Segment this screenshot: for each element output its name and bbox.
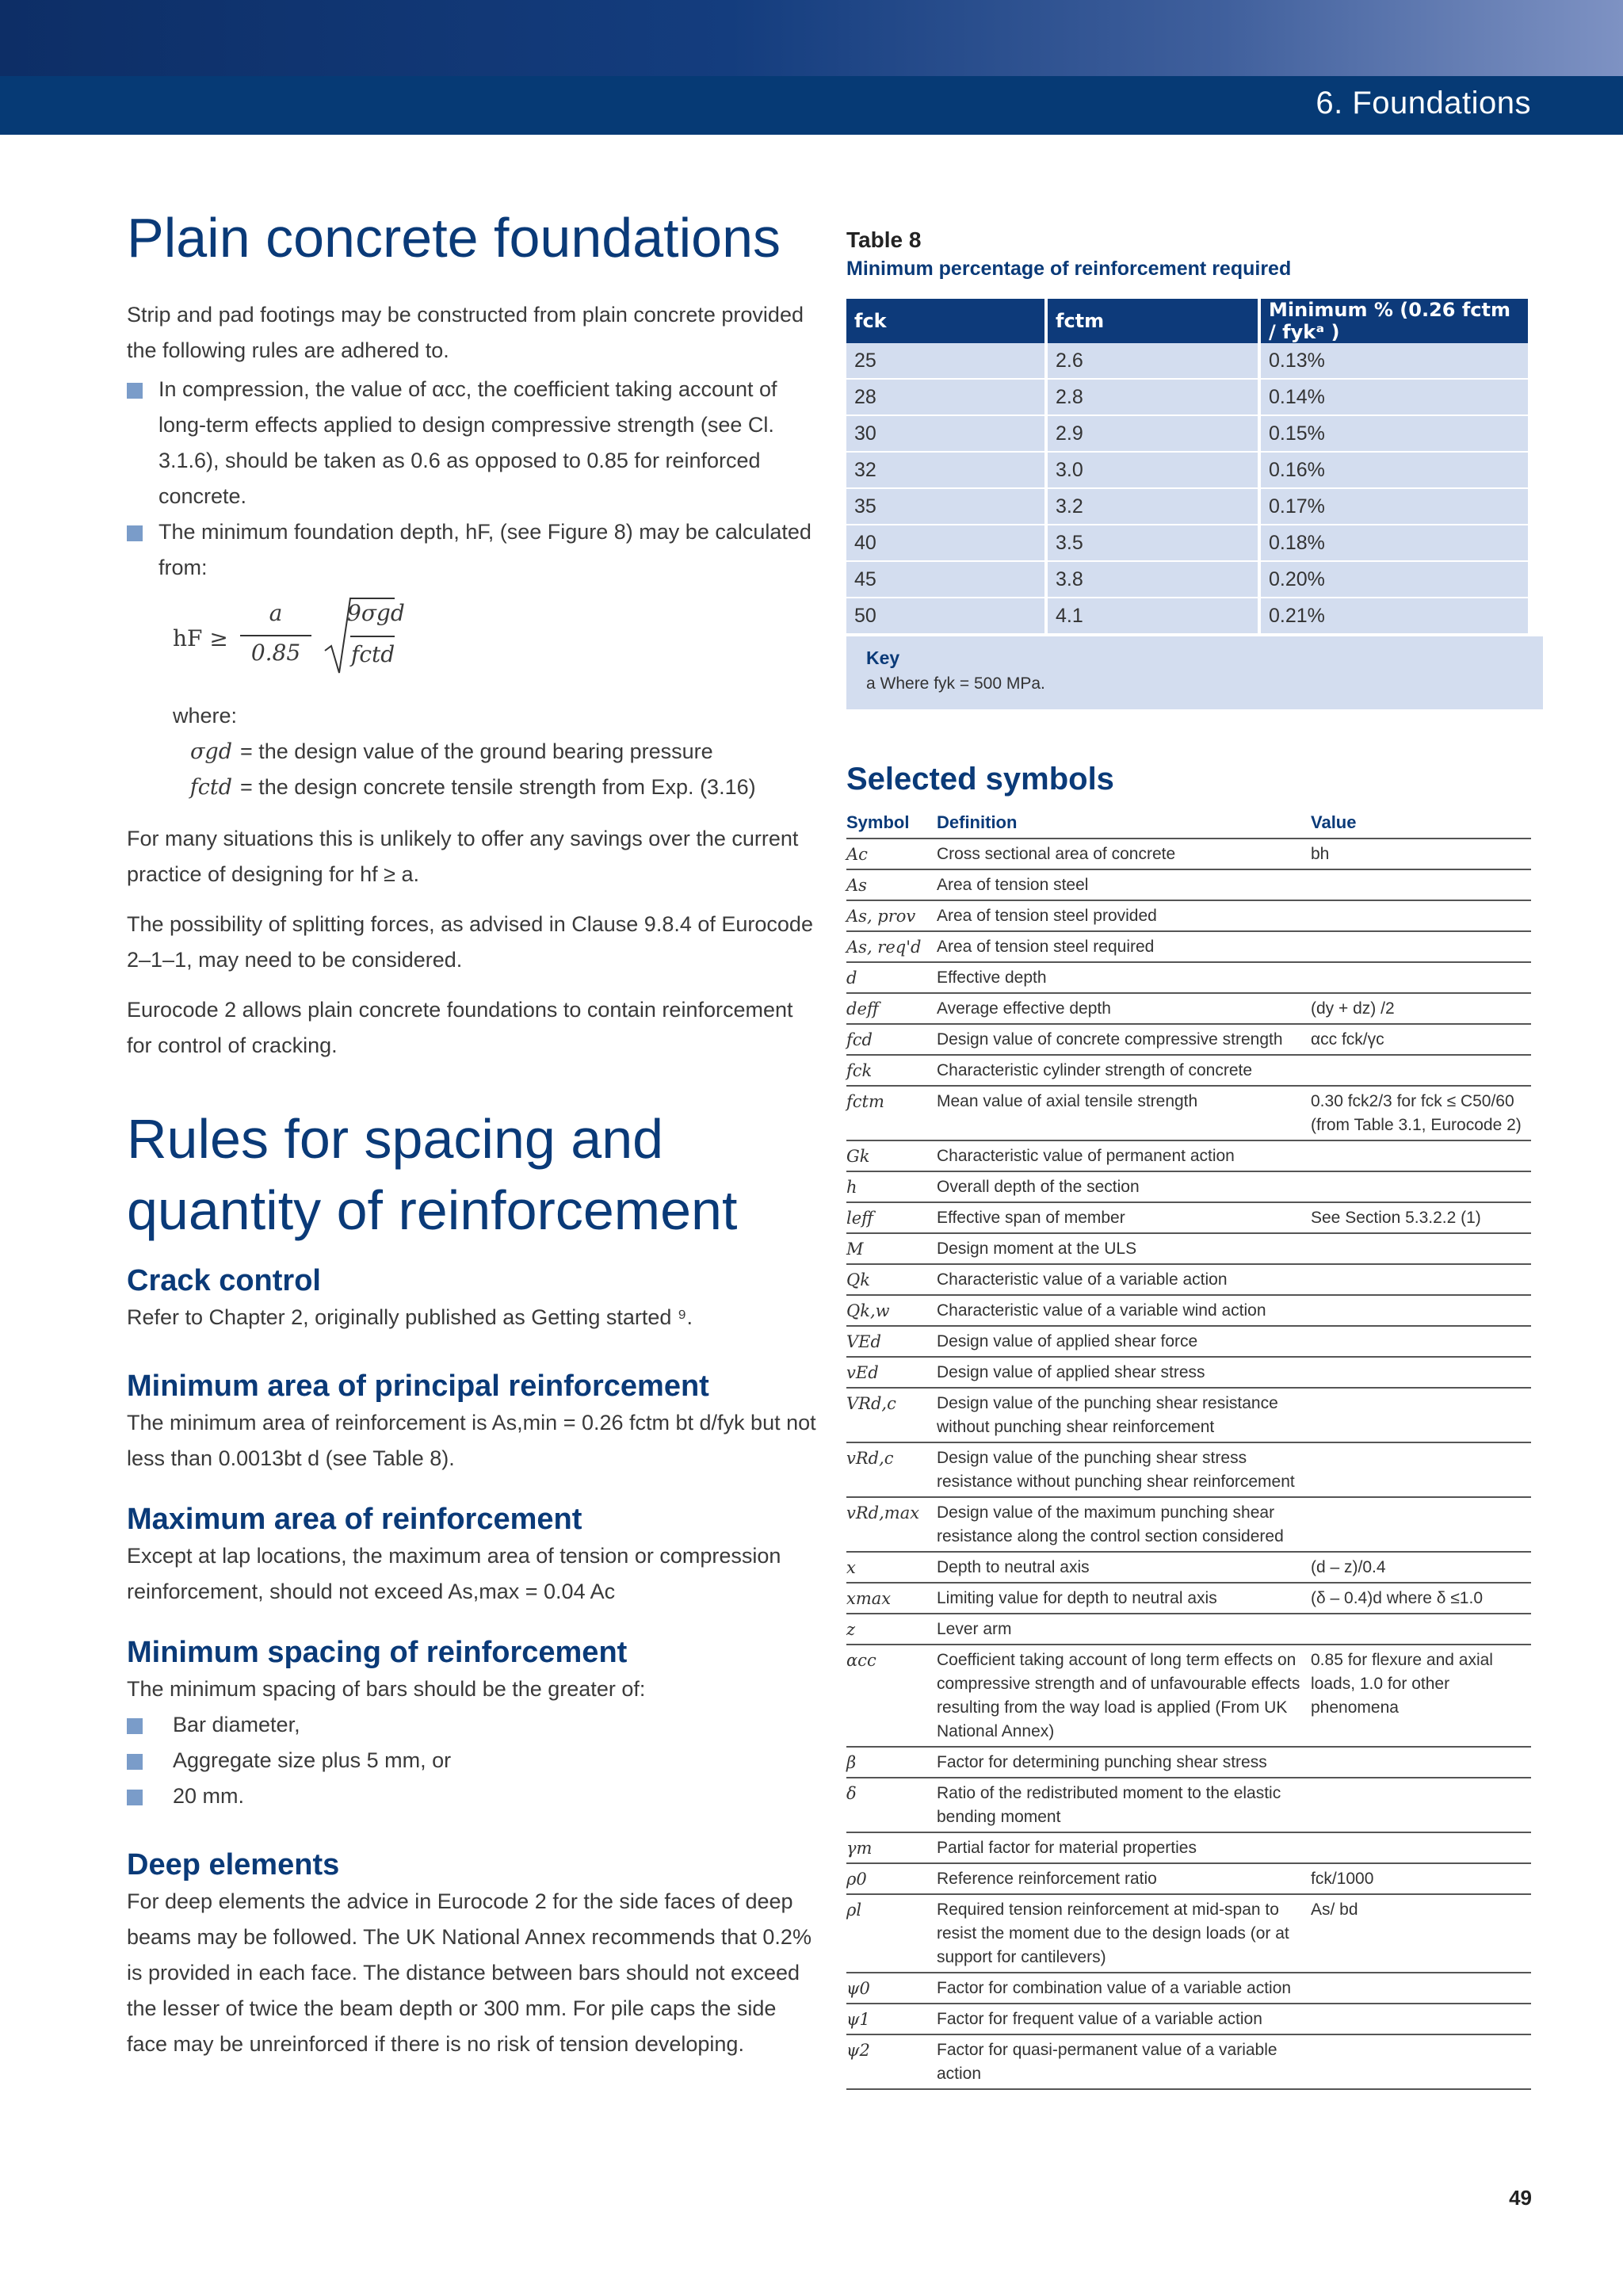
symbols-title: Selected symbols [846,762,1114,797]
symbols-row-cell: VEd [846,1326,937,1357]
table8-row-cell: 2.9 [1048,416,1261,453]
minspacing-bullet: Bar diameter, [127,1707,816,1743]
symbols-row-cell: fcd [846,1024,937,1055]
where-text: = the design concrete tensile strength from Exp. (3.16) [240,775,756,799]
symbols-row-cell: Limiting value for depth to neutral axis [937,1583,1311,1614]
symbols-row-cell: Effective depth [937,962,1311,993]
symbols-row-cell: Factor for determining punching shear stress [937,1747,1311,1778]
symbols-row-cell [1311,1233,1531,1264]
symbols-row [846,1778,1531,1832]
table8-header: Minimum % (0.26 fctm / fykᵃ ) [1261,299,1531,343]
table8-row-cell: 28 [846,380,1048,416]
plain-para-1: For many situations this is unlikely to offer any savings over the current practice of designing for hf ≥ a. [127,827,799,886]
where-block [173,698,816,805]
table8-row-cell: 25 [846,343,1048,380]
symbols-row [846,1024,1531,1055]
table8-row [846,525,1531,562]
table8-row-cell: 0.21% [1261,598,1531,635]
table8-header: fctm [1048,299,1261,343]
symbols-row-cell: fck/1000 [1311,1863,1531,1894]
symbols-row-cell: d [846,962,937,993]
where-symbol: fctd [189,775,232,800]
symbols-body [846,839,1531,2089]
symbols-row-cell [1311,1264,1531,1295]
symbols-row [846,2004,1531,2034]
key-text: a Where fyk = 500 MPa. [866,674,1045,693]
symbols-row-cell: Coefficient taking account of long term effects on compressive strength and of unfavourable effects resulting from the way load is applied (From UK National Annex) [937,1645,1311,1747]
symbols-row-cell [1311,1388,1531,1442]
right-column [846,226,1531,2090]
symbols-row-cell: Qk,w [846,1295,937,1326]
symbols-row-cell: Lever arm [937,1614,1311,1645]
symbols-row [846,1497,1531,1552]
symbols-row-cell: Area of tension steel provided [937,900,1311,931]
plain-para-3: Eurocode 2 allows plain concrete foundations to contain reinforcement for control of cracking. [127,998,793,1057]
table8-key [846,636,1543,709]
plain-title: Plain concrete foundations [127,207,781,269]
table8-row-cell: 0.17% [1261,489,1531,525]
symbols-row-cell: Ac [846,839,937,869]
table8-row [846,562,1531,598]
table8-row-cell: 0.18% [1261,525,1531,562]
table8-row [846,380,1531,416]
symbols-row [846,1442,1531,1497]
symbols-row-cell: Overall depth of the section [937,1171,1311,1202]
minspacing-bullets [127,1707,816,1814]
symbols-row-cell [1311,1171,1531,1202]
left-column [127,202,816,2062]
table8-row-cell: 45 [846,562,1048,598]
table8-row [846,598,1531,635]
symbols-row-cell: Design value of applied shear force [937,1326,1311,1357]
table8-row-cell: 50 [846,598,1048,635]
symbols-row-cell: xmax [846,1583,937,1614]
symbols-row-cell: Design value of applied shear stress [937,1357,1311,1388]
plain-bullet: The minimum foundation depth, hF, (see Figure 8) may be calculated from: [127,514,816,586]
where-row [173,734,816,770]
symbols-row [846,839,1531,869]
minspacing-title: Minimum spacing of reinforcement [127,1636,628,1669]
minspacing-bullet: 20 mm. [127,1778,816,1814]
symbols-row [846,1202,1531,1233]
plain-intro: Strip and pad footings may be constructed from plain concrete provided the following rules are adhered to. [127,303,804,362]
symbols-row-cell: ψ0 [846,1973,937,2004]
symbols-row-cell [1311,869,1531,900]
symbols-row [846,1973,1531,2004]
table8-row-cell: 2.6 [1048,343,1261,380]
symbols-row-cell [1311,1832,1531,1863]
table8 [846,299,1531,635]
symbols-row-cell: As, prov [846,900,937,931]
symbols-row-cell: ψ1 [846,2004,937,2034]
symbols-row-cell [1311,1140,1531,1171]
symbols-row-cell: Characteristic value of permanent action [937,1140,1311,1171]
symbols-row [846,1552,1531,1583]
symbols-row-cell: fctm [846,1086,937,1140]
symbols-row [846,1614,1531,1645]
table8-row-cell: 4.1 [1048,598,1261,635]
symbols-row-cell: VRd,c [846,1388,937,1442]
symbols-row [846,1086,1531,1140]
symbols-row-cell [1311,2004,1531,2034]
symbols-row [846,1894,1531,1973]
symbols-row-cell: vRd,c [846,1442,937,1497]
symbols-row-cell: Partial factor for material properties [937,1832,1311,1863]
maxarea-text: Except at lap locations, the maximum area of tension or compression reinforcement, should not exceed As,max = 0.04 Ac [127,1544,781,1603]
table8-row-cell: 3.2 [1048,489,1261,525]
symbols-row-cell [1311,1442,1531,1497]
symbols-row-cell: x [846,1552,937,1583]
where-label: where: [173,704,238,728]
minarea-title: Minimum area of principal reinforcement [127,1370,709,1403]
symbols-row-cell [1311,1326,1531,1357]
symbols-row [846,962,1531,993]
symbols-row-cell: Characteristic value of a variable wind action [937,1295,1311,1326]
symbols-row-cell: γm [846,1832,937,1863]
symbols-row-cell: z [846,1614,937,1645]
deep-title: Deep elements [127,1848,340,1881]
symbols-row-cell: δ [846,1778,937,1832]
key-title: Key [866,648,900,668]
symbols-row-cell: vRd,max [846,1497,937,1552]
symbols-row-cell: Mean value of axial tensile strength [937,1086,1311,1140]
symbols-row-cell [1311,1614,1531,1645]
symbols-row-cell: (d – z)/0.4 [1311,1552,1531,1583]
symbols-row-cell [1311,931,1531,962]
symbols-row-cell: Required tension reinforcement at mid-span to resist the moment due to the design loads (or at support for cantilevers) [937,1894,1311,1973]
where-text: = the design value of the ground bearing pressure [240,739,713,763]
table8-row-cell: 40 [846,525,1048,562]
symbols-row [846,1326,1531,1357]
crack-text: Refer to Chapter 2, originally published as Getting started ⁹. [127,1305,693,1329]
symbols-row-cell: Gk [846,1140,937,1171]
symbols-row-cell: ρ0 [846,1863,937,1894]
symbols-row-cell: Design value of the punching shear stress resistance without punching shear reinforcement [937,1442,1311,1497]
symbols-row [846,993,1531,1024]
table8-header-row [846,299,1531,343]
symbols-row-cell: Factor for frequent value of a variable action [937,2004,1311,2034]
table8-row-cell: 0.16% [1261,453,1531,489]
symbols-row-cell: (dy + dz) /2 [1311,993,1531,1024]
table8-header: fck [846,299,1048,343]
symbols-row-cell [1311,1778,1531,1832]
where-row [173,770,816,805]
symbols-row-cell: 0.85 for flexure and axial loads, 1.0 for other phenomena [1311,1645,1531,1747]
symbols-row [846,900,1531,931]
symbols-row [846,1357,1531,1388]
symbols-row-cell: h [846,1171,937,1202]
table8-row-cell: 0.14% [1261,380,1531,416]
symbols-row [846,2034,1531,2089]
symbols-row-cell [1311,900,1531,931]
depth-formula [173,592,816,687]
minspacing-text: The minimum spacing of bars should be the greater of: [127,1677,646,1701]
symbols-row-cell: fck [846,1055,937,1086]
table8-row-cell: 3.8 [1048,562,1261,598]
table8-body [846,343,1531,635]
table8-caption: Minimum percentage of reinforcement required [846,258,1292,280]
table8-row [846,343,1531,380]
symbols-row-cell: Cross sectional area of concrete [937,839,1311,869]
symbols-row-cell: deff [846,993,937,1024]
symbols-row-cell: Area of tension steel [937,869,1311,900]
symbols-row [846,1583,1531,1614]
symbols-row-cell: Factor for combination value of a variable action [937,1973,1311,2004]
symbols-row-cell: β [846,1747,937,1778]
symbols-row-cell [1311,1497,1531,1552]
minspacing-bullet: Aggregate size plus 5 mm, or [127,1743,816,1778]
symbols-row [846,1140,1531,1171]
symbols-row-cell: Factor for quasi-permanent value of a variable action [937,2034,1311,2089]
symbols-row-cell [1311,1295,1531,1326]
deep-text: For deep elements the advice in Eurocode 2 for the side faces of deep beams may be followed. The UK National Annex recommends that 0.2% is provided in each face. The distance between bars should not exceed the lesser of twice the beam depth or 300 mm. For pile caps the side face may be unreinforced if there is no risk of tension developing. [127,1889,812,2056]
plain-bullets [127,372,816,586]
plain-bullet: In compression, the value of αcc, the coefficient taking account of long-term effects applied to design compressive strength (see Cl. 3.1.6), should be taken as 0.6 as opposed to 0.85 for reinforced concrete. [127,372,816,514]
symbols-row-cell: Depth to neutral axis [937,1552,1311,1583]
fraction-bar [240,635,311,636]
table8-row [846,489,1531,525]
symbols-row-cell: Ratio of the redistributed moment to the elastic bending moment [937,1778,1311,1832]
symbols-row-cell [1311,1747,1531,1778]
symbols-header: Value [1311,808,1531,839]
table8-row-cell: 3.5 [1048,525,1261,562]
symbols-row-cell: ρl [846,1894,937,1973]
chapter-title: 6. Foundations [1316,86,1531,120]
symbols-row [846,1747,1531,1778]
symbols-row-cell: M [846,1233,937,1264]
where-symbol: σgd [190,739,232,764]
table8-row [846,416,1531,453]
symbols-row-cell: Qk [846,1264,937,1295]
symbols-row-cell: (δ – 0.4)d where δ ≤1.0 [1311,1583,1531,1614]
symbols-row-cell: αcc [846,1645,937,1747]
symbols-row-cell: Design moment at the ULS [937,1233,1311,1264]
symbols-row-cell: bh [1311,839,1531,869]
symbols-row-cell: As/ bd [1311,1894,1531,1973]
table8-row-cell: 32 [846,453,1048,489]
table8-row-cell: 0.20% [1261,562,1531,598]
symbols-row [846,1645,1531,1747]
symbols-row [846,1388,1531,1442]
symbols-row-cell [1311,1357,1531,1388]
symbols-row [846,931,1531,962]
symbols-row-cell [1311,2034,1531,2089]
symbols-row-cell: Design value of the maximum punching shear resistance along the control section considered [937,1497,1311,1552]
symbols-row [846,869,1531,900]
formula-lhs: hF ≥ [173,625,228,651]
symbols-header: Symbol [846,808,937,839]
table8-row-cell: 35 [846,489,1048,525]
plain-para-2: The possibility of splitting forces, as advised in Clause 9.8.4 of Eurocode 2–1–1, may need to be considered. [127,912,813,972]
symbols-header-row [846,808,1531,839]
symbols-row-cell: leff [846,1202,937,1233]
symbols-row [846,1055,1531,1086]
table8-row-cell: 0.15% [1261,416,1531,453]
minarea-text: The minimum area of reinforcement is As,min = 0.26 fctm bt d/fyk but not less than 0.0013bt d (see Table 8). [127,1411,816,1470]
table8-row-cell: 30 [846,416,1048,453]
symbols-row-cell: See Section 5.3.2.2 (1) [1311,1202,1531,1233]
symbols-row-cell: As [846,869,937,900]
symbols-row-cell: ψ2 [846,2034,937,2089]
symbols-row-cell [1311,1973,1531,2004]
symbols-row [846,1863,1531,1894]
symbols-row-cell: Area of tension steel required [937,931,1311,962]
symbols-row-cell: 0.30 fck2/3 for fck ≤ C50/60 (from Table 3.1, Eurocode 2) [1311,1086,1531,1140]
symbols-row-cell: Reference reinforcement ratio [937,1863,1311,1894]
page-number: 49 [1509,2186,1532,2210]
crack-title: Crack control [127,1264,321,1297]
symbols-row [846,1233,1531,1264]
symbols-row-cell [1311,1055,1531,1086]
symbols-row-cell: Characteristic value of a variable action [937,1264,1311,1295]
symbols-row-cell: As, req'd [846,931,937,962]
symbols-row-cell: Design value of the punching shear resistance without punching shear reinforcement [937,1388,1311,1442]
symbols-row-cell: Effective span of member [937,1202,1311,1233]
symbols-row [846,1832,1531,1863]
symbols-header: Definition [937,808,1311,839]
table8-row-cell: 3.0 [1048,453,1261,489]
formula-denominator: 0.85 [250,640,301,666]
symbols-row [846,1295,1531,1326]
table8-row [846,453,1531,489]
symbols-row-cell: Design value of concrete compressive strength [937,1024,1311,1055]
maxarea-title: Maximum area of reinforcement [127,1503,582,1536]
symbols-row-cell: vEd [846,1357,937,1388]
symbols-row-cell: αcc fck/γc [1311,1024,1531,1055]
symbols-row [846,1171,1531,1202]
symbols-row-cell [1311,962,1531,993]
table8-row-cell: 0.13% [1261,343,1531,380]
symbols-row-cell: Characteristic cylinder strength of concrete [937,1055,1311,1086]
rules-title: Rules for spacing and quantity of reinforcement [127,1108,738,1241]
symbols-row-cell: Average effective depth [937,993,1311,1024]
formula-numerator: a [269,600,283,626]
table8-label: Table 8 [846,227,922,252]
symbols-table [846,808,1531,2090]
symbols-row [846,1264,1531,1295]
formula-root-numerator: 9σgd [347,600,405,626]
table8-row-cell: 2.8 [1048,380,1261,416]
formula-root-denominator: fctd [351,641,395,667]
